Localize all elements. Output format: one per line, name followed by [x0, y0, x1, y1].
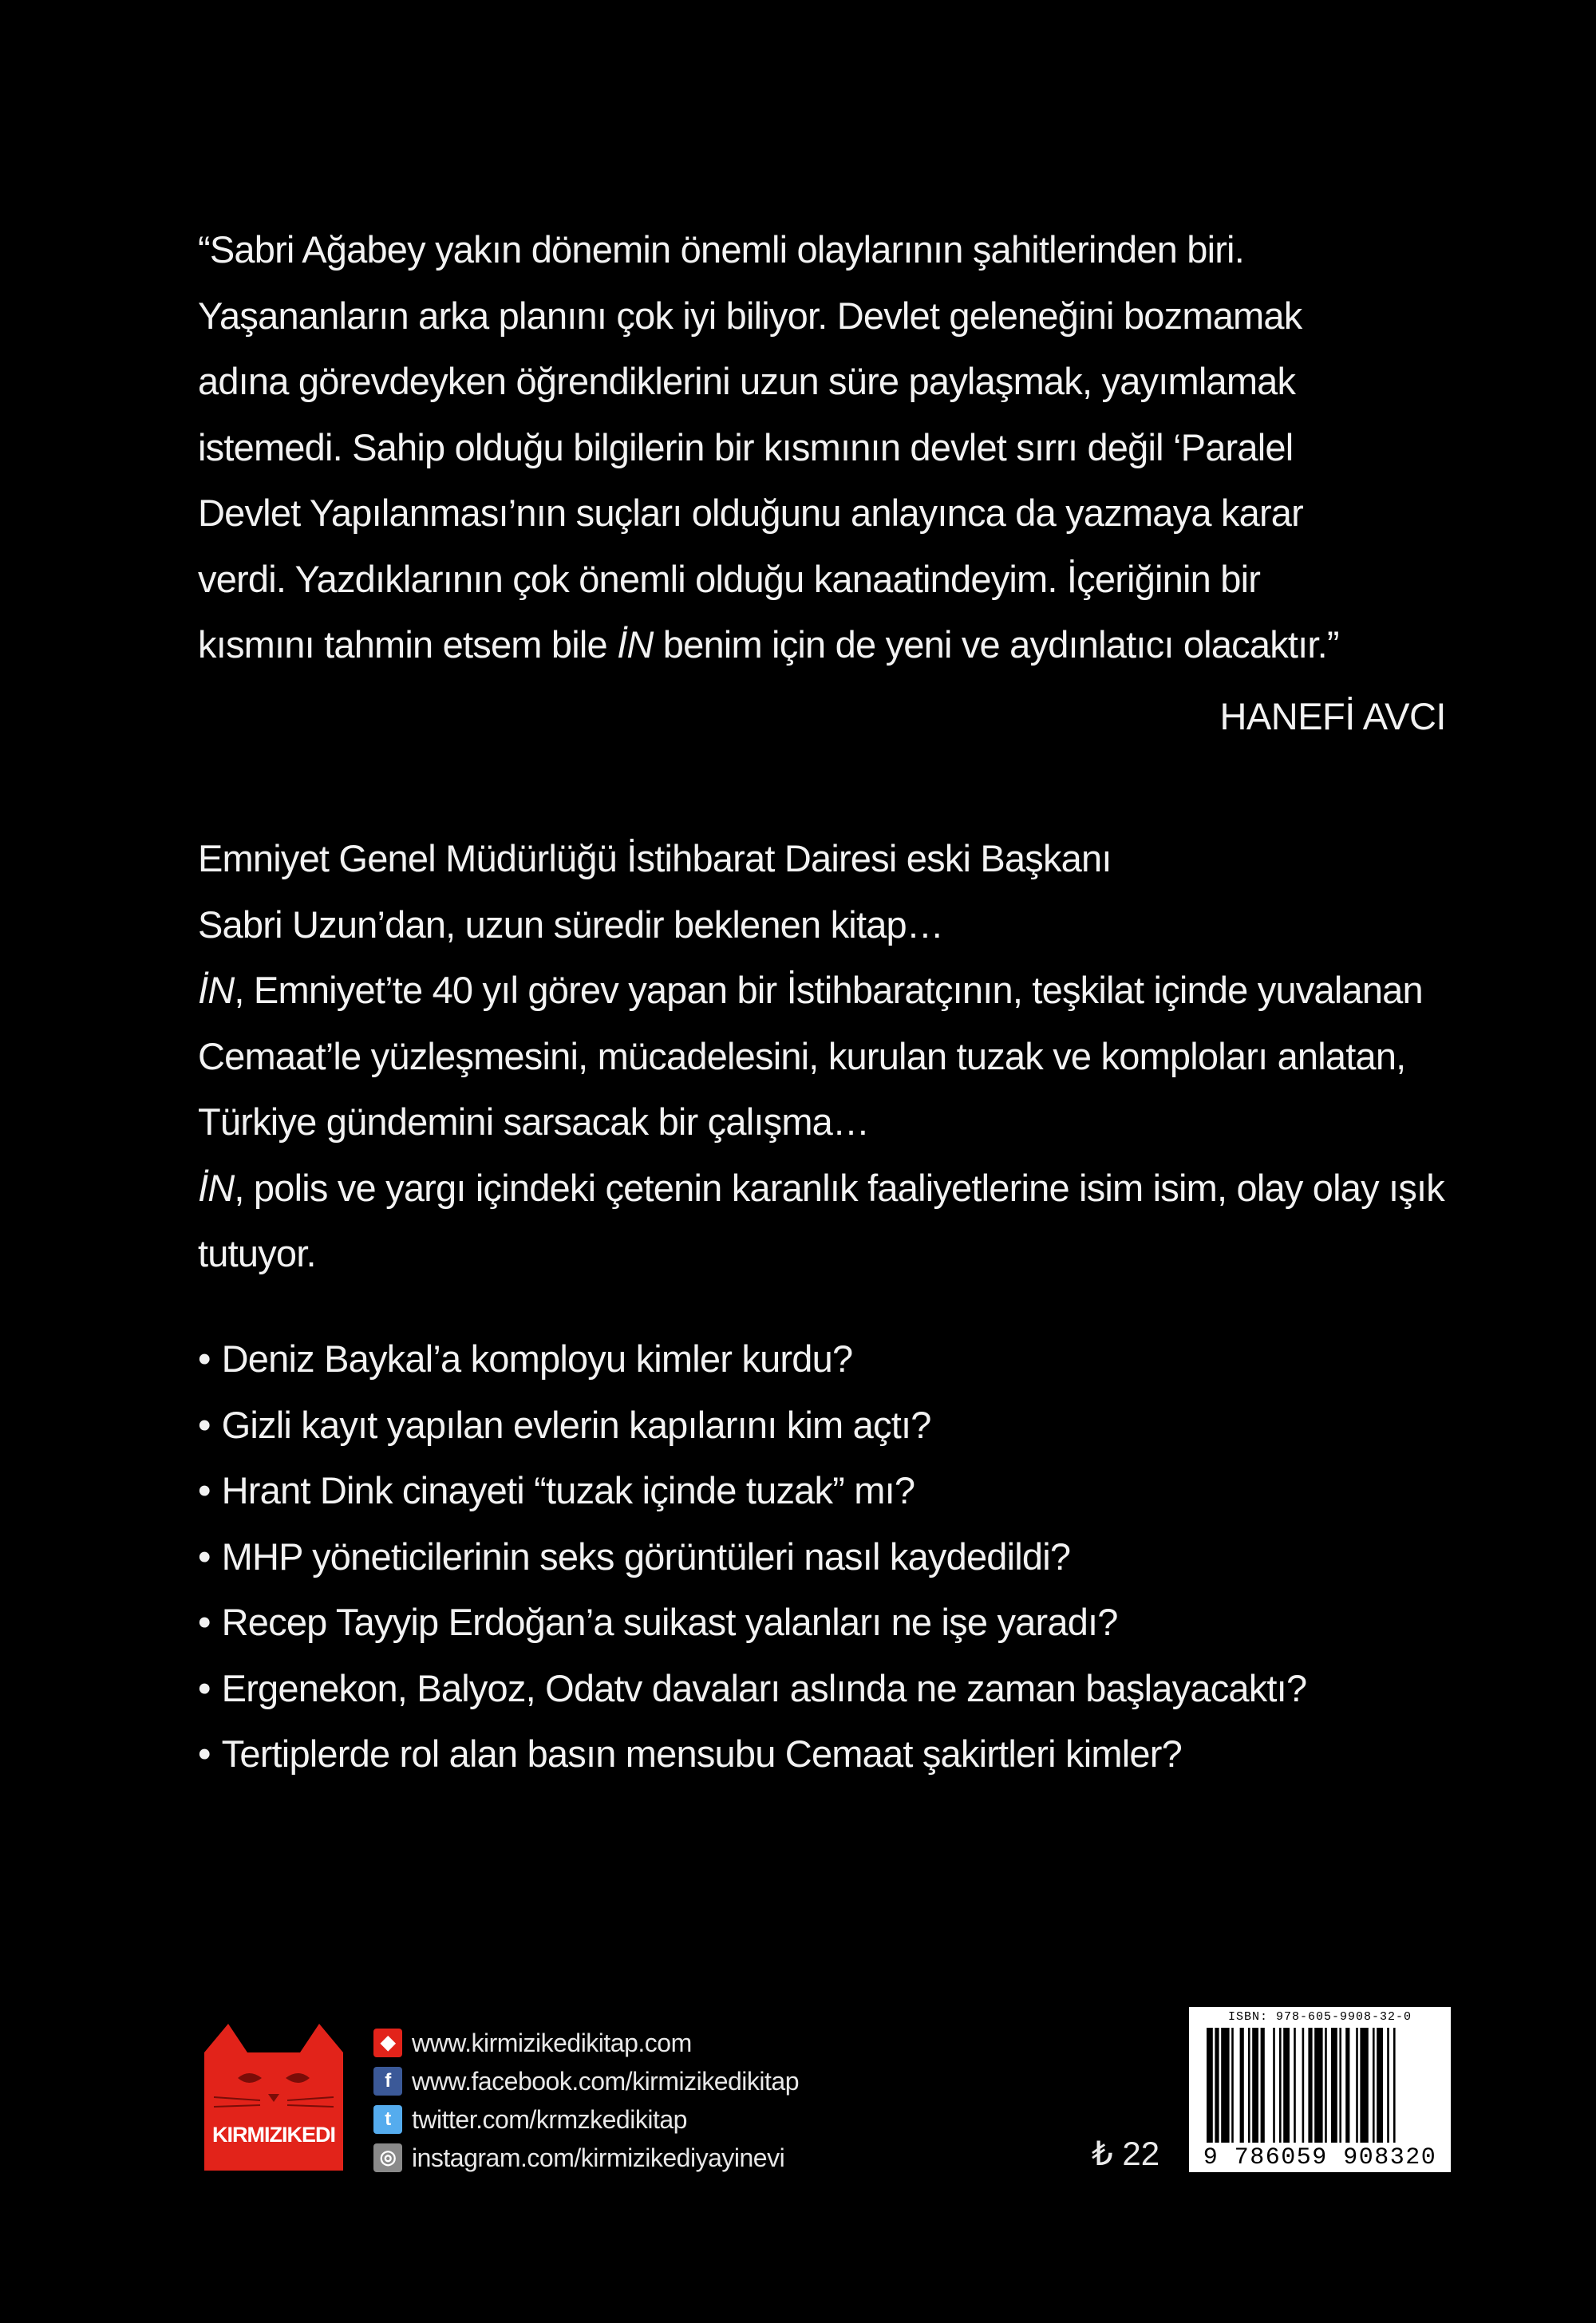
publisher-links: [373, 2024, 799, 2177]
quote-text: benim için de yeni ve aydınlatıcı olacaktır.”: [653, 623, 1339, 666]
barcode-bar: [1360, 2028, 1368, 2143]
quote-author: HANEFİ AVCI: [1219, 695, 1446, 737]
book-title-italic: İN: [198, 1166, 235, 1209]
description-text: , polis ve yargı içindeki çetenin karanlık faaliyetlerine isim isim, olay olay ışık tutuyor.: [198, 1166, 1444, 1274]
barcode-bar: [1302, 2028, 1305, 2143]
link-text: www.facebook.com/kirmizikedikitap: [412, 2067, 799, 2096]
logo-text: KIRMIZIKEDI: [212, 2123, 335, 2147]
barcode-bar: [1252, 2028, 1258, 2143]
twitter-icon: t: [373, 2105, 402, 2134]
barcode-bar: [1221, 2028, 1229, 2143]
facebook-link[interactable]: [373, 2062, 799, 2100]
barcode-bar: [1231, 2028, 1234, 2143]
barcode-bar: [1248, 2028, 1250, 2143]
isbn-barcode: [1189, 2007, 1451, 2172]
barcode-bar: [1377, 2028, 1383, 2143]
description-line: Sabri Uzun’dan, uzun süredir beklenen kitap…: [198, 903, 944, 946]
list-item: • Deniz Baykal’a komployu kimler kurdu?: [198, 1326, 1475, 1393]
quote-line: istemedi. Sahip olduğu bilgilerin bir kısmının devlet sırrı değil ‘Paralel: [198, 425, 1294, 468]
cat-logo-icon: [198, 2021, 350, 2171]
barcode-bar: [1331, 2028, 1337, 2143]
list-item: • Gizli kayıt yapılan evlerin kapılarını kim açtı?: [198, 1393, 1475, 1459]
quote-line: adına görevdeyken öğrendiklerini uzun süre paylaşmak, yayımlamak: [198, 360, 1296, 402]
quote-text: kısmını tahmin etsem bile: [198, 623, 618, 666]
barcode-bar: [1273, 2028, 1275, 2143]
publisher-logo: [198, 2021, 350, 2171]
barcode-bar: [1283, 2028, 1290, 2143]
barcode-bar: [1240, 2028, 1244, 2143]
isbn-label: ISBN: 978-605-9908-32-0: [1227, 2010, 1412, 2024]
facebook-icon: f: [373, 2067, 402, 2096]
quote-line: Yaşananların arka planını çok iyi biliyor. Devlet geleneğini bozmamak: [198, 294, 1302, 337]
quote-line: [198, 612, 1451, 678]
description-line: Emniyet Genel Müdürlüğü İstihbarat Dairesi eski Başkanı: [198, 837, 1112, 879]
description-paragraph: [198, 958, 1451, 1156]
book-title-italic: İN: [617, 623, 654, 666]
barcode-bar: [1279, 2028, 1282, 2143]
list-item: • Recep Tayyip Erdoğan’a suikast yalanları ne işe yaradı?: [198, 1590, 1475, 1656]
list-item: • Hrant Dink cinayeti “tuzak içinde tuzak” mı?: [198, 1458, 1475, 1524]
twitter-link[interactable]: [373, 2100, 799, 2139]
barcode-bar: [1345, 2028, 1349, 2143]
instagram-link[interactable]: [373, 2139, 799, 2177]
description-text: , Emniyet’te 40 yıl görev yapan bir İstihbaratçının, teşkilat içinde yuvalanan Cemaat’le yüzleşmesini, mücadelesini, kurulan tuzak ve komploları anlatan, Türkiye gündemini sarsacak bir çalışma…: [198, 969, 1423, 1143]
quote-line: “Sabri Ağabey yakın dönemin önemli olaylarının şahitlerinden biri.: [198, 228, 1244, 271]
quote-line: verdi. Yazdıklarının çok önemli olduğu kanaatindeyim. İçeriğinin bir: [198, 557, 1261, 600]
barcode-bar: [1387, 2028, 1389, 2143]
endorsement-quote: [198, 217, 1451, 678]
website-link[interactable]: [373, 2024, 799, 2062]
description-paragraph: [198, 1156, 1451, 1287]
link-text: instagram.com/kirmizikediyayinevi: [412, 2143, 785, 2172]
barcode-bar: [1339, 2028, 1341, 2143]
barcode-bar: [1207, 2028, 1213, 2143]
question-list: [198, 1326, 1475, 1788]
barcode-bar: [1308, 2028, 1312, 2143]
barcode-bar: [1215, 2028, 1219, 2143]
barcode-bar: [1294, 2028, 1296, 2143]
ean-digits: 9 786059 908320: [1203, 2144, 1437, 2171]
barcode-bar: [1356, 2028, 1358, 2143]
book-description: [198, 826, 1451, 1287]
link-text: twitter.com/krmzkedikitap: [412, 2105, 687, 2134]
link-text: www.kirmizikedikitap.com: [412, 2029, 692, 2057]
barcode-bar: [1393, 2028, 1396, 2143]
quote-line: Devlet Yapılanması’nın suçları olduğunu anlayınca da yazmaya karar: [198, 492, 1303, 534]
barcode-bar: [1314, 2028, 1322, 2143]
instagram-icon: ◎: [373, 2143, 402, 2172]
barcode-bar: [1261, 2028, 1265, 2143]
list-item: • MHP yöneticilerinin seks görüntüleri nasıl kaydedildi?: [198, 1524, 1475, 1590]
barcode-bar: [1373, 2028, 1375, 2143]
list-item: • Tertiplerde rol alan basın mensubu Cemaat şakirtleri kimler?: [198, 1721, 1475, 1788]
cat-icon: ◆: [373, 2029, 402, 2057]
barcode-bar: [1325, 2028, 1327, 2143]
book-title-italic: İN: [198, 969, 235, 1011]
price-label: ₺ 22: [1092, 2135, 1160, 2172]
list-item: • Ergenekon, Balyoz, Odatv davaları aslında ne zaman başlayacaktı?: [198, 1656, 1475, 1722]
